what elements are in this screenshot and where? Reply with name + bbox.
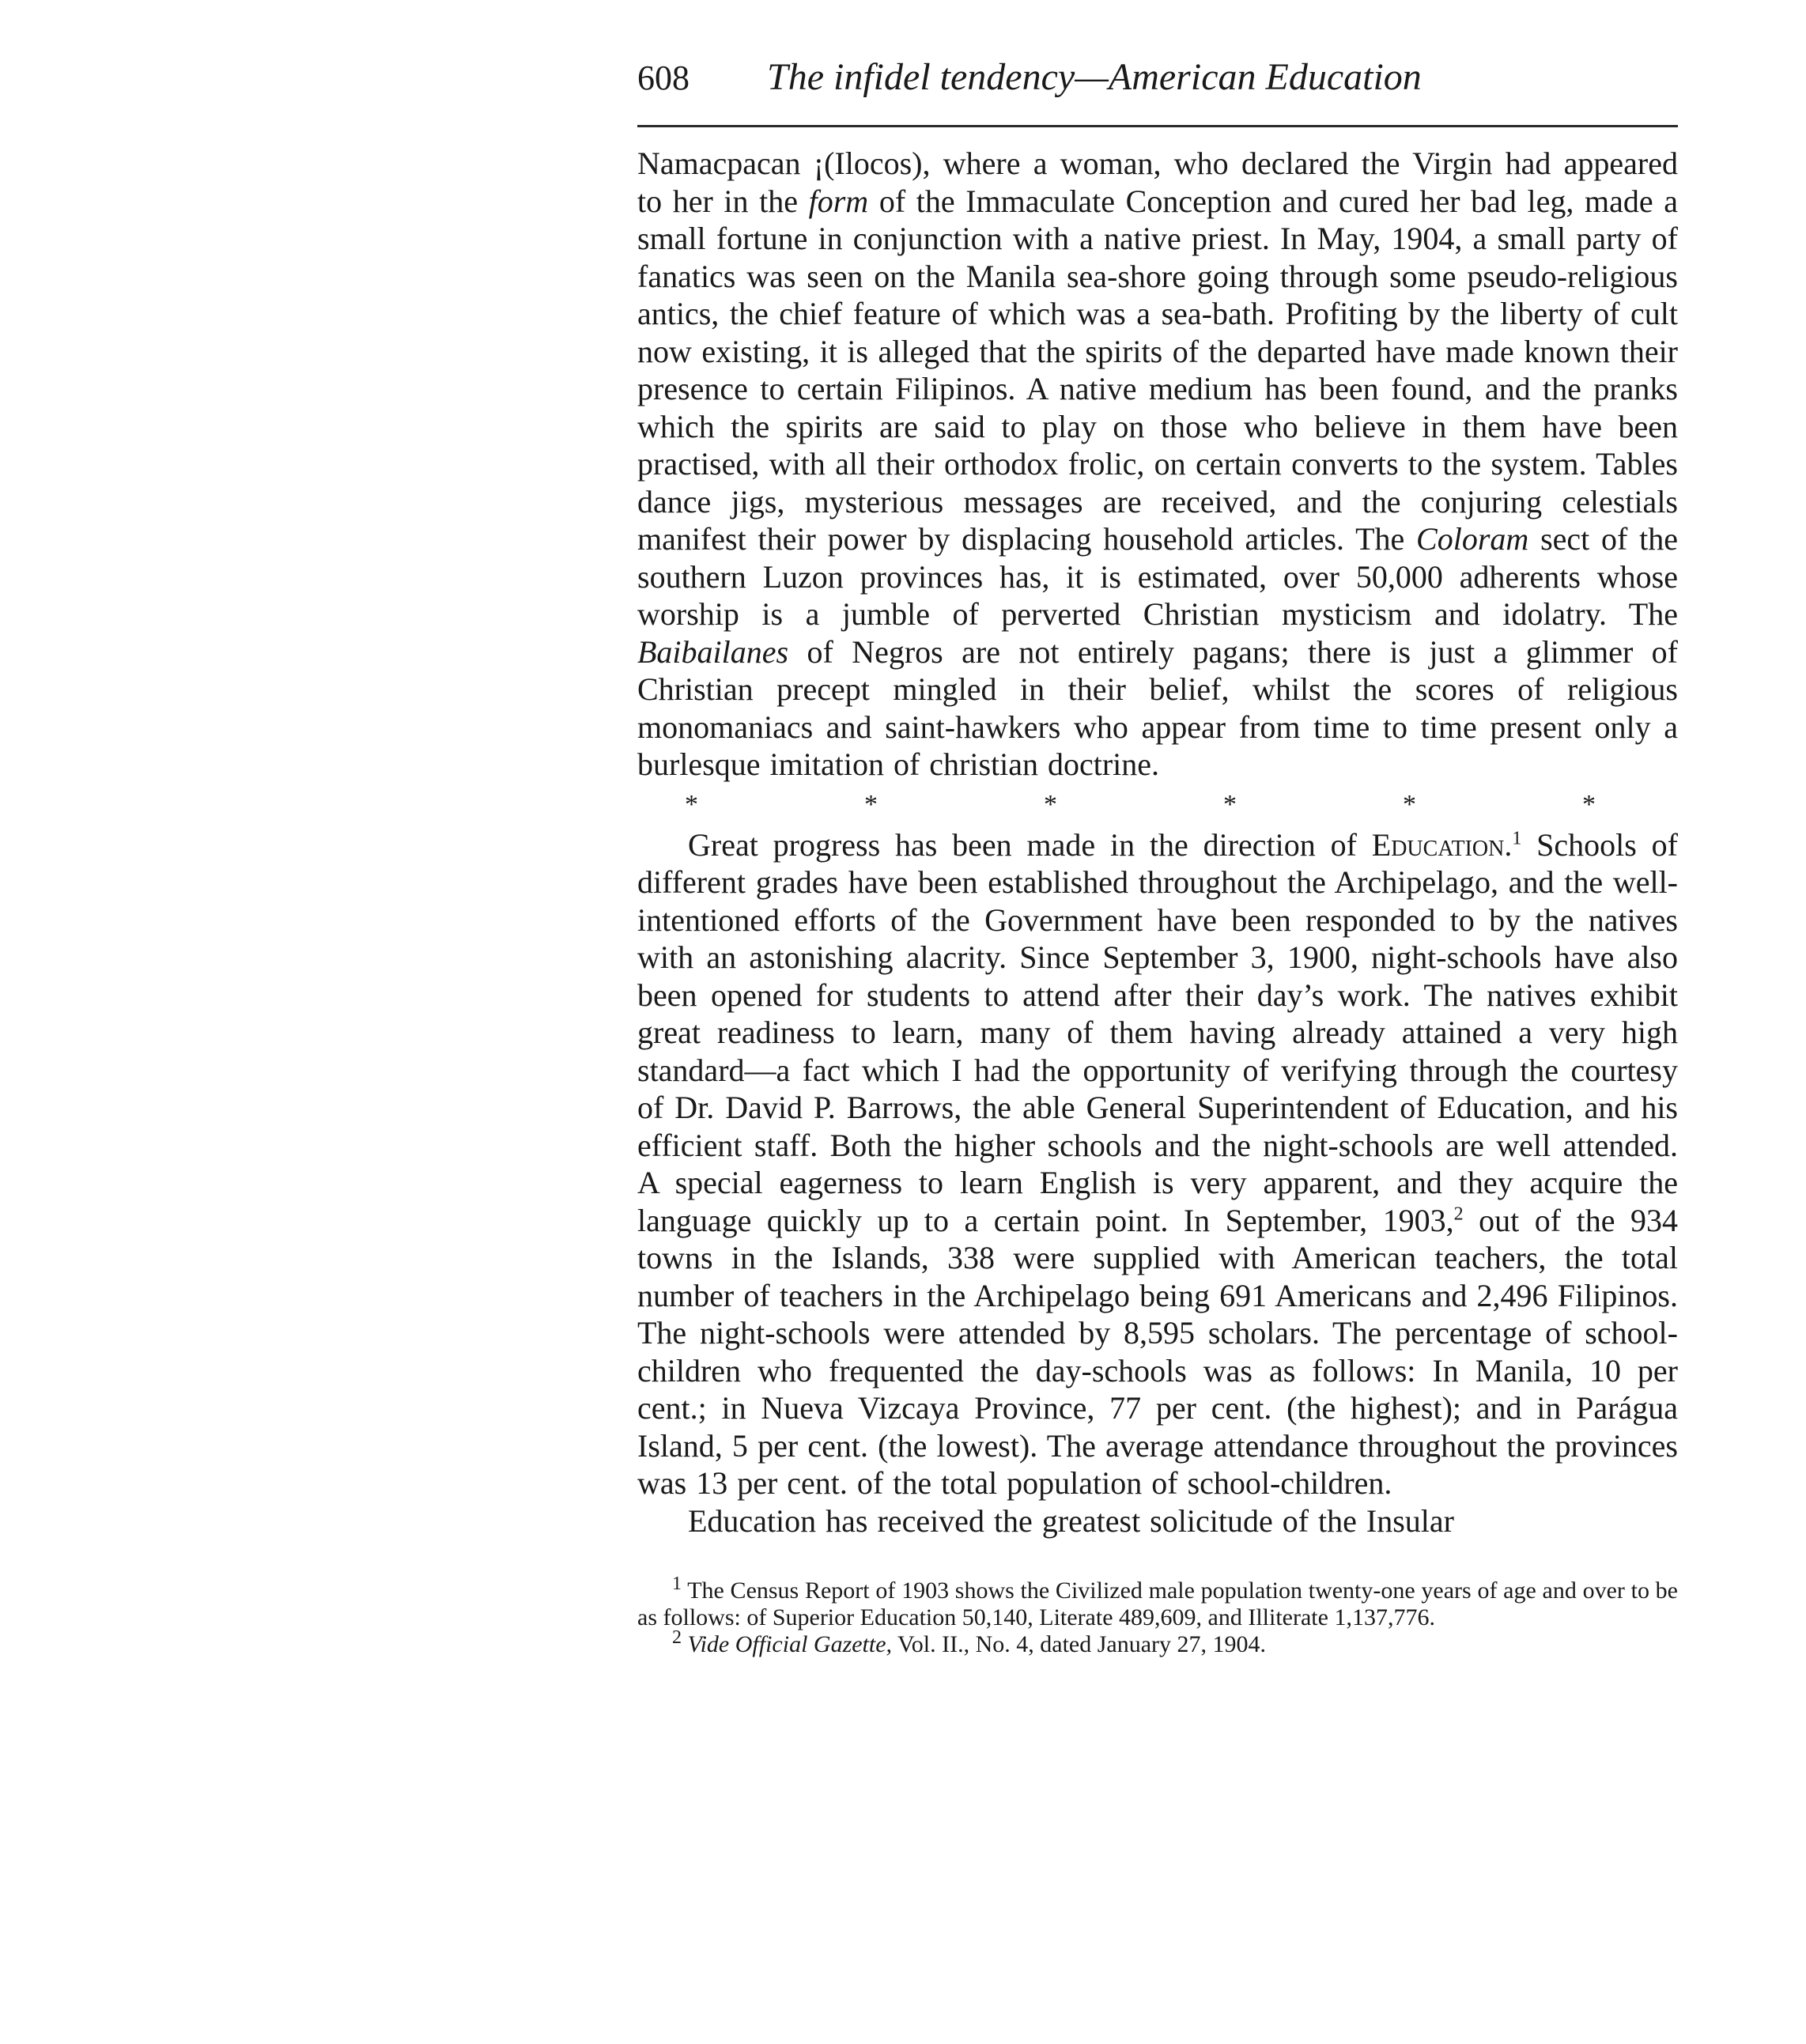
footnotes <box>637 1574 1678 1658</box>
asterisk: * <box>1044 789 1057 819</box>
body-text <box>637 145 1678 1540</box>
paragraph <box>637 1502 1678 1540</box>
footnote-marker: 1 <box>672 1574 682 1594</box>
text-run: Great progress has been made in the direction of <box>688 826 1372 863</box>
footnote-marker: 2 <box>1453 1203 1464 1225</box>
footnote <box>637 1627 1678 1658</box>
asterisk: * <box>1223 789 1237 819</box>
book-page <box>637 55 1678 1658</box>
asterisk: * <box>685 789 698 819</box>
footnote-marker: 1 <box>1512 828 1522 849</box>
asterisk: * <box>1582 789 1596 819</box>
running-title: The infidel tendency—American Education <box>767 56 1422 98</box>
text-run: of Negros are not entirely pagans; there is just a glimmer of Christian precept mingled in their belief, whilst the scores of religious monomaniacs and saint-hawkers who appear from time to time present only a burlesque imitation of christian doctrine. <box>637 633 1678 782</box>
text-run: of the Immaculate Conception and cured her bad leg, made a small fortune in conjunction with a native priest. In May, 1904, a small party of fanatics was seen on the Manila sea-shore going through some pseudo-religious antics, the chief feature of which was a sea-bath. Profiting by the liberty of cult now existing, it is alleged that the spirits of the departed have made known their presence to certain Filipinos. A native medium has been found, and the pranks which the spirits are said to play on those who believe in them have been practised, with all their orthodox frolic, on certain converts to the system. Tables dance jigs, mysterious messages are received, and the conjuring celestials manifest their power by displacing household articles. The <box>637 183 1678 557</box>
asterisk: * <box>864 789 878 819</box>
footnote-marker: 2 <box>672 1627 682 1648</box>
text-run: sect of the southern Luzon provinces has, it is estimated, over 50,000 adherents whose worship is a jumble of perverted Christian mysticism and idolatry. The <box>637 521 1679 632</box>
text-run: out of the 934 towns in the Islands, 338 were supplied with American teachers, the total number of teachers in the Archipelago being 691 Americans and 2,496 Filipinos. The night-schools were attended by 8,595 scholars. The percentage of school-children who frequented the day-schools was as follows: In Manila, 10 per cent.; in Nueva Vizcaya Province, 77 per cent. (the highest); and in Parágua Island, 5 per cent. (the lowest). The average attendance throughout the provinces was 13 per cent. of the total population of school-children. <box>637 1202 1678 1501</box>
paragraph <box>637 826 1678 1502</box>
text-run: Education has received the greatest solicitude of the Insular <box>688 1502 1454 1539</box>
italic-text: form <box>808 183 869 219</box>
text-run: Schools of different grades have been established throughout the Archipelago, and the well-intentioned efforts of the Government have been responded to by the natives with an astonishing alacrity. Since September 3, 1900, night-schools have also been opened for students to attend after their day’s work. The natives exhibit great readiness to learn, many of them having already attained a very high standard—a fact which I had the opportunity of verifying through the courtesy of Dr. David P. Barrows, the able General Superintendent of Education, and his efficient staff. Both the higher schools and the night-schools are well attended. A special eagerness to learn English is very apparent, and they acquire the language quickly up to a certain point. In September, 1903, <box>637 826 1678 1238</box>
text-run: Vol. II., No. 4, dated January 27, 1904. <box>892 1631 1267 1657</box>
text-run <box>682 1631 688 1657</box>
page-number: 608 <box>637 59 690 97</box>
text-run: Education. <box>1371 826 1513 863</box>
page-header <box>637 55 1678 127</box>
paragraph <box>637 145 1678 784</box>
asterisk: * <box>1403 789 1416 819</box>
section-break <box>637 784 1678 826</box>
italic-text: Coloram <box>1416 521 1529 557</box>
text-run: The Census Report of 1903 shows the Civilized male population twenty-one years of age and over to be as follows: of Superior Education 50,140, Literate 489,609, and Illiterate 1,137,776. <box>637 1577 1678 1630</box>
footnote <box>637 1574 1678 1631</box>
italic-text: Vide Official Gazette, <box>687 1631 893 1657</box>
text-run: Namacpacan ¡(Ilocos), where a woman, who declared the Virgin had appeared to her in the <box>637 145 1678 219</box>
italic-text: Baibailanes <box>637 633 789 670</box>
